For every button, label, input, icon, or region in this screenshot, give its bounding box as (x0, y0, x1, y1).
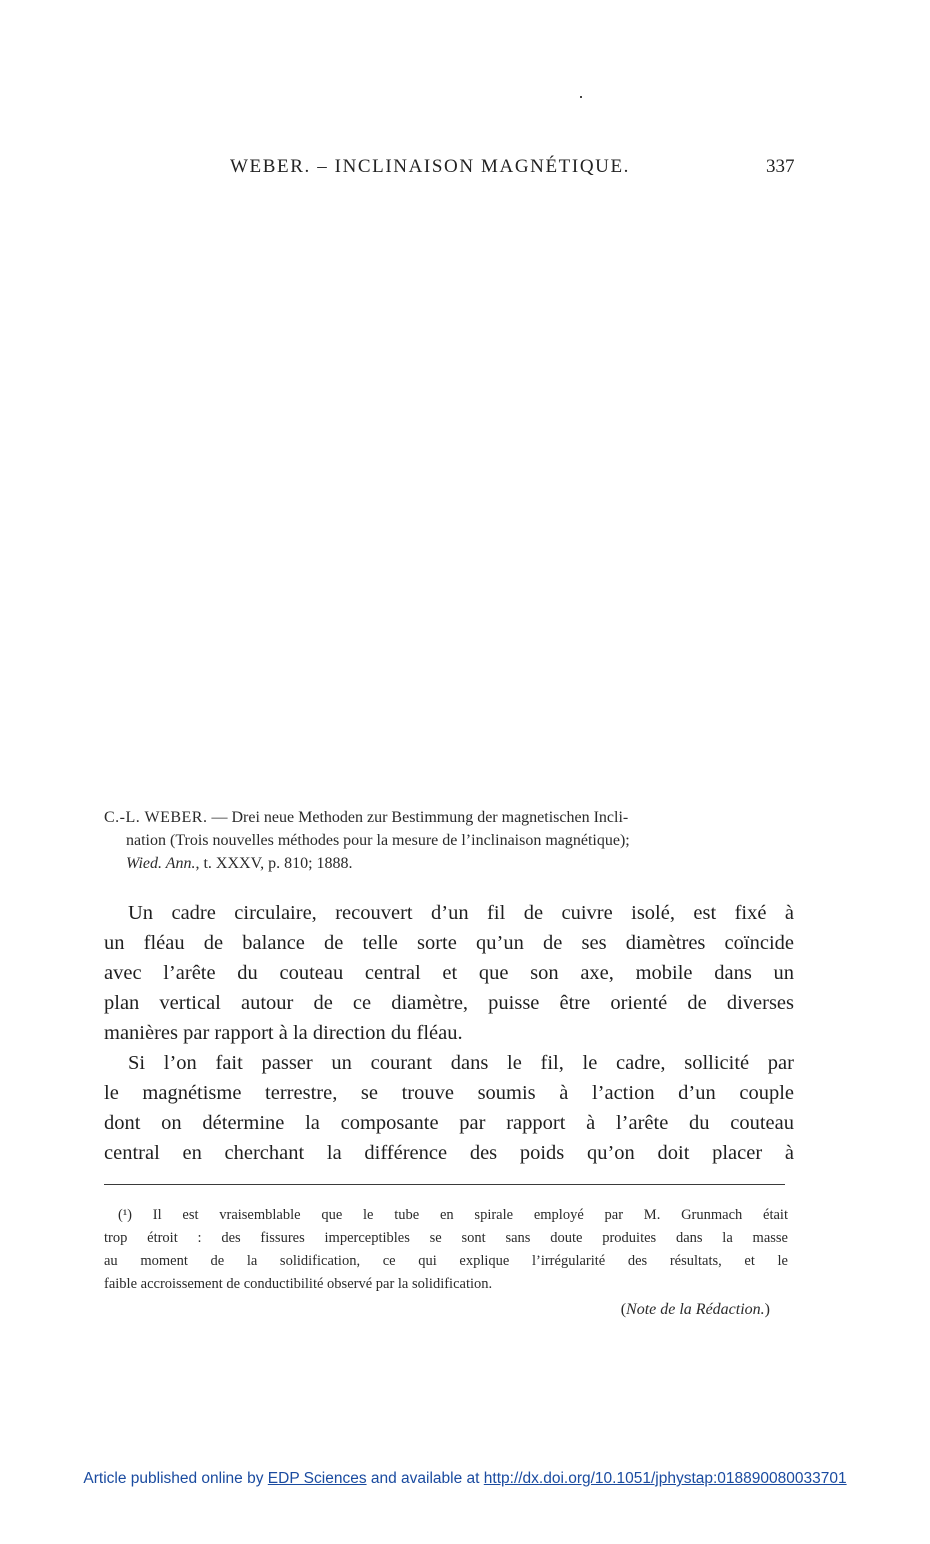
footnote-line: trop étroit : des fissures imperceptibles se sont sans doute produites dans la masse (104, 1230, 788, 1246)
stray-dot (580, 96, 582, 98)
citation-line-1 (104, 806, 794, 829)
body-line: manières par rapport à la direction du fléau. (104, 1022, 463, 1044)
note-text: Note de la Rédaction. (626, 1301, 765, 1318)
doi-link[interactable]: http://dx.doi.org/10.1051/jphystap:018890080033701 (483, 1470, 847, 1487)
running-title: WEBER. – INCLINAISON MAGNÉTIQUE. (230, 156, 631, 177)
citation-volume: , t. XXXV, p. 810; 1888. (195, 855, 353, 872)
body-line: central en cherchant la différence des poids qu’on doit placer à (104, 1142, 794, 1164)
body-line: Un cadre circulaire, recouvert d’un fil de cuivre isolé, est fixé à (128, 902, 794, 924)
publication-footer (0, 1470, 930, 1488)
citation-journal: Wied. Ann. (126, 855, 196, 872)
note-open-paren: ( (620, 1301, 627, 1318)
footnote-separator (104, 1184, 785, 1185)
footer-prefix: Article published online by (83, 1470, 268, 1487)
footnote-block (104, 1204, 788, 1321)
note-close-paren: ) (764, 1301, 770, 1318)
body-line: un fléau de balance de telle sorte qu’un de ses diamètres coïncide (104, 932, 794, 954)
article-body (104, 898, 794, 1168)
body-line: Si l’on fait passer un courant dans le fil, le cadre, sollicité par (128, 1052, 794, 1074)
footnote-line: au moment de la solidification, ce qui explique l’irrégularité des résultats, et le (104, 1253, 788, 1269)
footer-middle: and available at (366, 1470, 484, 1487)
citation-title-de: — Drei neue Methoden zur Bestimmung der magnetischen Incli- (207, 809, 629, 826)
publisher-link[interactable]: EDP Sciences (267, 1470, 367, 1487)
citation-line-3 (104, 852, 794, 875)
body-line: plan vertical autour de ce diamètre, puisse être orienté de diverses (104, 992, 794, 1014)
body-line: avec l’arête du couteau central et que son axe, mobile dans un (104, 962, 794, 984)
body-line: dont on détermine la composante par rapport à l’arête du couteau (104, 1112, 794, 1134)
footnote-line: faible accroissement de conductibilité observé par la solidification. (104, 1276, 493, 1292)
page-number: 337 (766, 156, 795, 177)
editorial-note (104, 1298, 788, 1321)
citation-author: C.-L. WEBER. (104, 809, 208, 826)
citation-line-2: nation (Trois nouvelles méthodes pour la mesure de l’inclinaison magnétique); (126, 832, 630, 849)
footnote-line: (¹) Il est vraisemblable que le tube en spirale employé par M. Grunmach était (118, 1207, 788, 1223)
body-line: le magnétisme terrestre, se trouve soumis à l’action d’un couple (104, 1082, 794, 1104)
citation-block (104, 806, 794, 875)
